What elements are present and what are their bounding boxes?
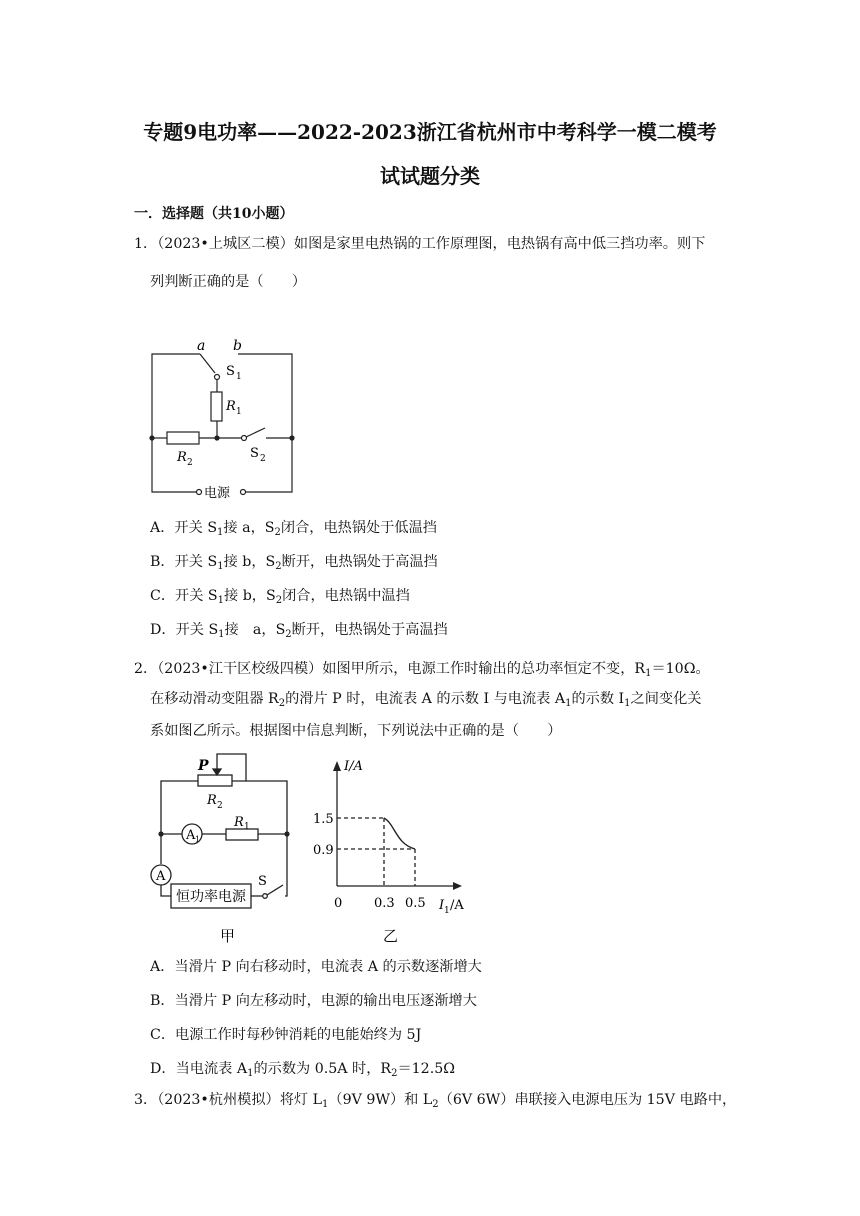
- x-axis-label-sub: 1: [444, 906, 450, 916]
- section-heading: 一．选择题（共10小题）: [134, 206, 294, 222]
- q1-option-a: A．开关 $S_1$接 a，$S_2$闭合，电热锅处于低温挡: [150, 520, 437, 538]
- tick-x-0-3: 0.3: [374, 896, 395, 911]
- label-r2-sub: 2: [187, 458, 193, 468]
- y-axis-label: I/A: [344, 759, 363, 774]
- label-r1: R: [226, 399, 236, 414]
- tick-x-0: 0: [334, 896, 343, 911]
- x-axis-label: I: [439, 898, 445, 913]
- label-r1-sub: 1: [236, 407, 242, 417]
- label-s1-sub: 1: [236, 372, 242, 382]
- caption-jia: 甲: [220, 927, 236, 945]
- label-r2-sub: 2: [217, 801, 223, 811]
- q2-option-c: C．电源工作时每秒钟消耗的电能始终为 5J: [150, 1027, 422, 1043]
- q2-stem-line-3: 系如图乙所示。根据图中信息判断，下列说法中正确的是（ ）: [150, 723, 562, 739]
- label-s1: S: [226, 364, 235, 379]
- label-b: b: [233, 338, 242, 354]
- junction-dot: [214, 435, 219, 440]
- label-s2: S: [250, 446, 259, 461]
- q2-stem-line-2: 在移动滑动变阻器 $R_2$的滑片 P 时，电流表 A 的示数 I 与电流表 $A_1$的示数 $I_1$之间变化关: [150, 691, 702, 709]
- junction-dot: [149, 435, 154, 440]
- q1-option-c: C．开关 $S_1$接 b，$S_2$闭合，电热锅中温挡: [150, 588, 410, 606]
- switch-s1-pivot: [215, 375, 220, 380]
- tick-y-0-9: 0.9: [313, 843, 334, 858]
- label-a1-sub: 1: [195, 835, 201, 844]
- label-r2: R: [177, 450, 187, 465]
- wire: [238, 354, 292, 438]
- label-s: S: [258, 874, 267, 889]
- resistor-r1: [226, 829, 258, 840]
- q1-option-d: D．开关 $S_1$接 a，$S_2$断开，电热锅处于高温挡: [150, 622, 448, 640]
- power-terminal: [241, 490, 246, 495]
- label-s2-sub: 2: [260, 454, 266, 464]
- q2-graph-yi: [310, 758, 480, 948]
- label-power-source: 电源: [204, 486, 231, 500]
- junction-dot: [158, 831, 163, 836]
- q2-option-a: A．当滑片 P 向右移动时，电流表 A 的示数逐渐增大: [150, 959, 482, 975]
- q1-circuit-diagram: [140, 335, 310, 500]
- q1-stem-line-1: 1．（2023•上城区二模）如图是家里电热锅的工作原理图，电热锅有高中低三挡功率。则下: [134, 236, 706, 252]
- label-r1: R: [234, 815, 244, 830]
- tick-x-0-5: 0.5: [405, 896, 426, 911]
- switch-s2-lever: [246, 428, 265, 437]
- label-r2: R: [207, 793, 217, 808]
- wire: [152, 354, 200, 438]
- document-title-line-1: 专题9电功率——2022-2023浙江省杭州市中考科学一模二模考: [143, 120, 717, 144]
- junction-dot: [289, 435, 294, 440]
- x-axis-label-unit: /A: [450, 898, 464, 913]
- q2-option-b: B．当滑片 P 向左移动时，电源的输出电压逐渐增大: [150, 993, 477, 1009]
- label-a: A: [156, 869, 166, 884]
- caption-yi: 乙: [383, 927, 399, 945]
- power-terminal: [197, 490, 202, 495]
- tick-y-1-5: 1.5: [313, 812, 334, 827]
- document-title-line-2: 试试题分类: [380, 164, 480, 188]
- q2-stem-line-1: 2．（2023•江干区校级四模）如图甲所示，电源工作时输出的总功率恒定不变，$R_1=10\Omega$。: [134, 661, 710, 679]
- q2-circuit-diagram-jia: [140, 748, 300, 948]
- q1-stem-line-2: 列判断正确的是（ ）: [150, 274, 307, 290]
- label-a: a: [197, 338, 206, 354]
- label-source: 恒功率电源: [176, 889, 246, 905]
- junction-dot: [284, 831, 289, 836]
- resistor-r2: [198, 775, 232, 786]
- label-r1-sub: 1: [244, 822, 250, 832]
- q1-option-b: B．开关 $S_1$接 b，$S_2$断开，电热锅处于高温挡: [150, 554, 438, 572]
- curve-i-vs-i1: [384, 818, 415, 849]
- q2-option-d: D．当电流表 $A_1$的示数为 0.5A 时，$R_2=12.5\Omega$: [150, 1061, 456, 1079]
- resistor-r2: [167, 432, 199, 444]
- q3-stem-line-1: 3．（2023•杭州模拟）将灯 $L_1(9V$ 9W）和 $L_2(6V$ 6W）串联接入电源电压为 15V 电路中，: [134, 1092, 737, 1110]
- label-p: P: [198, 758, 209, 774]
- switch-s1-lever: [200, 354, 215, 373]
- resistor-r1: [211, 392, 222, 421]
- label-a1: A: [186, 828, 196, 843]
- switch-s: [267, 885, 283, 895]
